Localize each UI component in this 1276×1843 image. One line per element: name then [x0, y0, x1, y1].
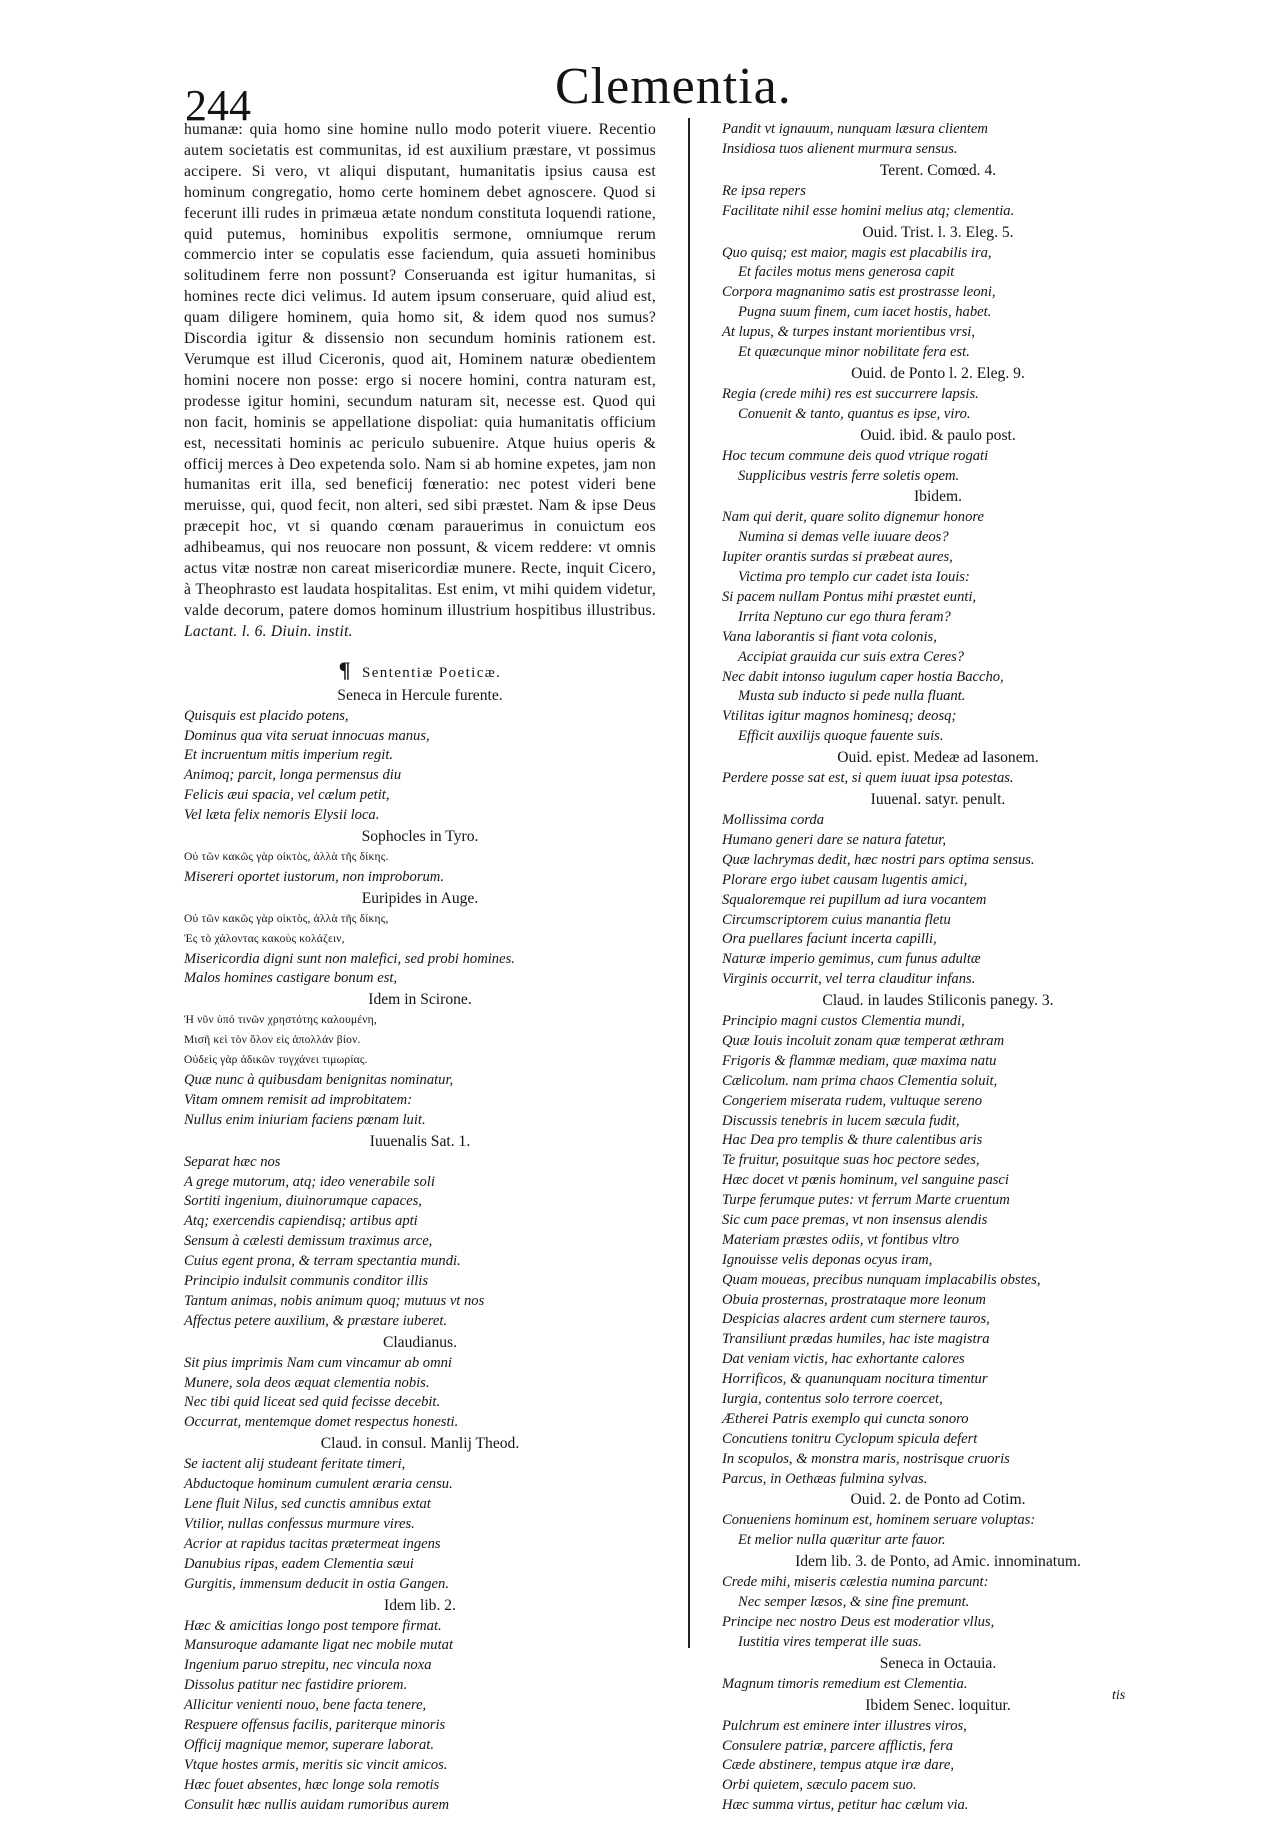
verse-line: Respuere offensus facilis, pariterque minoris	[184, 1716, 446, 1733]
greek-verse-line: Ἐς τὸ χάλοντας κακοὺς κολάζειν,	[184, 932, 345, 945]
verse-line: A grege mutorum, atq; ideo venerabile soli	[184, 1173, 435, 1190]
left-column	[184, 120, 656, 1813]
verse-line: Hæc summa virtus, petitur hac cælum via.	[722, 1797, 969, 1814]
verse-line: Efficit auxilijs quoque fauente suis.	[738, 728, 944, 745]
verse-line: Vtilior, nullas confessus murmure vires.	[184, 1515, 415, 1532]
verse-line: Consulere patriæ, parcere afflictis, fera	[722, 1737, 954, 1754]
source-heading: Idem lib. 3. de Ponto, ad Amic. innominatum.	[795, 1553, 1081, 1571]
verse-line: Quam moueas, precibus nunquam implacabilis obstes,	[722, 1271, 1041, 1288]
source-heading: Ouid. epist. Medeæ ad Iasonem.	[837, 749, 1039, 767]
verse-line: Te fruitur, posuitque suas hoc pectore sedes,	[722, 1152, 980, 1169]
verse-line: Nec semper læsos, & sine fine premunt.	[738, 1594, 970, 1611]
column-rule	[688, 118, 690, 1648]
verse-block	[184, 685, 656, 826]
greek-verse-line: Οὐ τῶν κακῶς γὰρ οἰκτὸς, ἀλλὰ τῆς δίκης,	[184, 912, 389, 925]
verse-line: Quæ Iouis incoluit zonam quæ temperat æthram	[722, 1032, 1005, 1049]
verse-block	[184, 1131, 656, 1332]
verse-line: Ora puellares faciunt incerta capilli,	[722, 931, 937, 948]
verse-block	[722, 990, 1154, 1489]
verse-line: Quæ nunc à quibusdam benignitas nominatur,	[184, 1072, 454, 1089]
verse-line: Acrior at rapidus tacitas prætermeat ingens	[184, 1535, 441, 1552]
verse-line: Magnum timoris remedium est Clementia.	[722, 1675, 968, 1692]
verse-line: Naturæ imperio gemimus, cum funus adultæ	[722, 951, 981, 968]
verse-block	[722, 789, 1154, 990]
verse-line: Nec tibi quid liceat sed quid fecisse decebit.	[184, 1394, 441, 1411]
verse-line: Accipiat grauida cur suis extra Ceres?	[738, 648, 965, 665]
verse-line: Dominus qua vita seruat innocuas manus,	[184, 727, 430, 744]
source-heading: Terent. Comœd. 4.	[879, 161, 997, 179]
verse-line: Misereri oportet iustorum, non improborum.	[184, 868, 444, 885]
verse-line: Turpe ferumque putes: vt ferrum Marte cruentum	[722, 1192, 1010, 1209]
verse-block	[184, 1332, 656, 1434]
verse-line: Et incruentum mitis imperium regit.	[184, 747, 394, 764]
verse-line: Re ipsa repers	[722, 182, 806, 199]
verse-line: Transiliunt prædas humiles, hac iste magistra	[722, 1331, 990, 1348]
verse-line: Separat hæc nos	[184, 1153, 281, 1170]
verse-block	[184, 989, 656, 1130]
source-heading: Idem in Scirone.	[368, 991, 472, 1009]
source-heading: Claudianus.	[382, 1333, 458, 1351]
verse-line: Dat veniam victis, hac exhortante calores	[722, 1351, 965, 1368]
verse-line: Horrificos, & quanunquam nocitura timentur	[722, 1371, 988, 1388]
section-title: Sententiæ Poeticæ.	[361, 664, 502, 681]
verse-line: Quæ lachrymas dedit, hæc nostri pars optima sensus.	[722, 851, 1035, 868]
verse-line: Atq; exercendis capiendisq; artibus apti	[184, 1213, 418, 1230]
verse-line: Hæc fouet absentes, hæc longe sola remotis	[184, 1776, 440, 1793]
source-heading: Idem lib. 2.	[384, 1596, 456, 1614]
verse-line: Musta sub inducto si pede nulla fluant.	[738, 688, 966, 705]
verse-line: Nullus enim iniuriam faciens pœnam luit.	[184, 1111, 426, 1128]
verse-line: At lupus, & turpes instant morientibus vrsi,	[722, 324, 975, 341]
verse-block	[722, 1695, 1154, 1816]
source-heading: Ouid. Trist. l. 3. Eleg. 5.	[862, 223, 1014, 241]
right-verse-blocks	[722, 120, 1154, 1816]
verse-line: Cæde abstinere, tempus atque iræ dare,	[722, 1757, 954, 1774]
source-heading: Seneca in Hercule furente.	[337, 686, 503, 704]
verse-line: Plorare ergo iubet causam lugentis amici,	[722, 871, 968, 888]
pilcrow-icon: ¶	[338, 656, 352, 682]
verse-line: Conuenit & tanto, quantus es ipse, viro.	[738, 405, 971, 422]
verse-line: Ingenium paruo strepitu, nec vincula noxa	[184, 1657, 432, 1674]
verse-line: Dissolus patitur nec fastidire priorem.	[184, 1677, 408, 1694]
verse-block	[184, 1595, 656, 1816]
source-heading: Ouid. ibid. & paulo post.	[860, 426, 1016, 444]
verse-block	[722, 1489, 1154, 1551]
verse-line: Concutiens tonitru Cyclopum spicula defert	[722, 1430, 978, 1447]
verse-line: Perdere posse sat est, si quem iuuat ipsa potestas.	[722, 770, 1014, 787]
verse-line: Cuius egent prona, & terram spectantia mundi.	[184, 1253, 461, 1270]
catchword: tis	[1112, 1688, 1126, 1703]
verse-line: Frigoris & flammæ mediam, quæ maxima natu	[722, 1052, 997, 1069]
verse-line: Hæc & amicitias longo post tempore firmat.	[184, 1617, 442, 1634]
verse-line: Allicitur venienti nouo, bene facta tenere,	[184, 1697, 427, 1714]
verse-line: Quisquis est placido potens,	[184, 707, 349, 724]
verse-line: Sit pius imprimis Nam cum vincamur ab omni	[184, 1354, 452, 1371]
verse-line: Munere, sola deos æquat clementia nobis.	[184, 1374, 430, 1391]
verse-line: Discussis tenebris in lucem sæcula fudit,	[722, 1112, 960, 1129]
verse-line: Gurgitis, immensum deducit in ostia Gangen.	[184, 1575, 449, 1592]
verse-line: In scopulos, & monstra maris, nostrisque cruoris	[722, 1450, 1010, 1467]
verse-line: Hæc docet vt pœnis hominum, vel sanguine pasci	[722, 1172, 1009, 1189]
verse-line: Regia (crede mihi) res est succurrere lapsis.	[722, 385, 979, 402]
verse-line: Si pacem nullam Pontus mihi præstet eunti,	[722, 589, 977, 606]
source-heading: Iuuenal. satyr. penult.	[870, 791, 1006, 809]
verse-block	[722, 1551, 1154, 1653]
verse-line: Supplicibus vestris ferre soletis opem.	[738, 467, 960, 484]
source-heading: Seneca in Octauia.	[879, 1654, 997, 1672]
verse-line: Pugna suum finem, cum iacet hostis, habet.	[738, 304, 992, 321]
verse-line: Pandit vt ignauum, nunquam læsura clientem	[722, 121, 988, 137]
verse-block	[722, 363, 1154, 425]
verse-line: Vtque hostes armis, meritis sic vincit amicos.	[184, 1756, 448, 1773]
verse-line: Abductoque hominum cumulent æraria censu.	[184, 1476, 453, 1493]
verse-line: Vana laborantis si fiant vota colonis,	[722, 628, 937, 645]
verse-line: Ætherei Patris exemplo qui cuncta sonoro	[722, 1410, 969, 1427]
verse-block	[722, 160, 1154, 222]
verse-line: Iupiter orantis surdas si præbeat aures,	[722, 549, 953, 566]
verse-line: Parcus, in Oethæas fulmina sylvas.	[722, 1470, 928, 1487]
verse-line: Occurrat, mentemque domet respectus honesti.	[184, 1414, 459, 1431]
section-heading	[184, 656, 656, 682]
verse-line: Iustitia vires temperat ille suas.	[738, 1633, 922, 1650]
verse-line: Nam qui derit, quare solito dignemur honore	[722, 509, 985, 526]
verse-line: Animoq; parcit, longa permensus diu	[184, 767, 402, 784]
greek-verse-line: Οὐ τῶν κακῶς γὰρ οἰκτὸς, ἀλλὰ τῆς δίκης.	[184, 851, 389, 863]
verse-line: Facilitate nihil esse homini melius atq; clementia.	[722, 202, 1015, 219]
verse-line: Vel læta felix nemoris Elysii loca.	[184, 807, 380, 824]
verse-line: Principio magni custos Clementia mundi,	[722, 1013, 965, 1030]
verse-block	[184, 826, 656, 888]
verse-block	[722, 486, 1154, 747]
greek-verse-line: Ἡ νῦν ὑπό τινῶν χρηστότης καλουμένη,	[184, 1014, 377, 1027]
prose-text: humanæ: quia homo sine homine nullo modo poterit viuere. Recentio autem societatis est communitas, id est auxilium præstare, vt possimus accipere. Si vero, vt aliqui disputant, humanitatis ipsius causa est hominum congregatio, homo certe hominem debet agnoscere. Quod si fecerunt illi rudes in primæua ætate nondum constituta loquendi ratione, quid putemus, hominibus expolitis sermone, omniumque rerum commercio inter se copulatis esse faciendum, quia assueti hominibus solitudinem ferre non possunt? Conseruanda est igitur humanitas, si homines recte dici velimus. Id autem ipsum conseruare, quid aliud est, quam diligere hominem, quia homo sit, & idem quod nos sumus? Discordia igitur & dissensio non secundum hominis rationem est. Verumque est illud Ciceronis, quod ait, Hominem naturæ obedientem homini nocere non posse: ergo si nocere homini, contra naturam est, prodesse igitur homini, secundum naturam sit, necesse est. Quod qui non facit, hominis se appellatione dispoliat: quia humanitatis officium est, necessitati hominis ac periculo subuenire. Atque huius operis & officij merces à Deo expetenda solo. Nam si ab homine expetes, jam non humanitas erit illa, sed beneficij fœneratio: nec potest videri bene meruisse, qui, quod fecit, non alteri, sed sibi præstet. Nam & ipse Deus præcepit hoc, vt si quando cœnam parauerimus in conuictum eos adhibeamus, qui nos reuocare non possunt, & vicem reddere: vt omnis actus vitæ nostræ non careat misericordiæ munere. Recte, inquit Cicero, à Theophrasto est laudata hospitalitas. Est enim, vt mihi quidem videtur, valde decorum, patere domos hominum illustrium hospitibus illustribus.	[184, 121, 656, 619]
verse-line: Et melior nulla quæritur arte fauor.	[738, 1532, 946, 1549]
source-heading: Iuuenalis Sat. 1.	[369, 1132, 471, 1150]
verse-line: Sensum à cælesti demissum traximus arce,	[184, 1233, 433, 1250]
verse-line: Pulchrum est eminere inter illustres viros,	[722, 1717, 967, 1734]
verse-line: Orbi quietem, sæculo pacem suo.	[722, 1777, 917, 1794]
verse-line: Officij magnique memor, superare laborat.	[184, 1736, 434, 1753]
greek-verse-line: Οὐδεὶς γὰρ ἀδικῶν τυγχάνει τιμωρίας.	[184, 1054, 368, 1067]
verse-line: Quo quisq; est maior, magis est placabilis ira,	[722, 244, 992, 261]
verse-line: Misericordia digni sunt non malefici, sed probi homines.	[184, 950, 515, 967]
source-heading: Claud. in laudes Stiliconis panegy. 3.	[822, 992, 1054, 1010]
verse-line: Iurgia, contentus solo terrore coercet,	[722, 1390, 943, 1407]
source-heading: Euripides in Auge.	[361, 889, 479, 907]
verse-block	[184, 1433, 656, 1594]
verse-line: Felicis æui spacia, vel cælum petit,	[184, 787, 390, 804]
verse-line: Vitam omnem remisit ad improbitatem:	[184, 1091, 413, 1108]
source-heading: Ibidem.	[913, 488, 963, 506]
verse-line: Sortiti ingenium, diuinorumque capaces,	[184, 1193, 422, 1210]
verse-block	[722, 1653, 1154, 1695]
verse-block	[722, 222, 1154, 363]
verse-line: Victima pro templo cur cadet ista Iouis:	[738, 569, 970, 586]
left-verse-blocks	[184, 685, 656, 1816]
verse-line: Principe nec nostro Deus est moderatior vllus,	[722, 1614, 995, 1630]
verse-line: Squaloremque rei pupillum ad iura vocantem	[722, 891, 987, 908]
verse-line: Et quæcunque minor nobilitate fera est.	[738, 344, 970, 361]
verse-line: Affectus petere auxilium, & præstare iuberet.	[184, 1312, 448, 1329]
verse-line: Ignouisse velis deponas ocyus iram,	[722, 1251, 933, 1268]
verse-line: Insidiosa tuos alienent murmura sensus.	[722, 140, 958, 157]
verse-line: Mollissima corda	[722, 812, 825, 829]
verse-block	[722, 120, 1154, 160]
verse-line: Materiam præstes odiis, vt fontibus vltro	[722, 1231, 960, 1248]
verse-line: Numina si demas velle iuuare deos?	[738, 529, 949, 546]
source-heading: Ouid. de Ponto l. 2. Eleg. 9.	[851, 364, 1025, 382]
verse-line: Crede mihi, miseris cælestia numina parcunt:	[722, 1574, 989, 1591]
verse-line: Vtilitas igitur magnos hominesq; deosq;	[722, 708, 957, 725]
running-title: Clementia.	[555, 58, 792, 115]
verse-line: Sic cum pace premas, vt non insensus alendis	[722, 1211, 988, 1228]
right-column	[722, 120, 1154, 1814]
verse-line: Hoc tecum commune deis quod vtrique rogati	[722, 447, 989, 464]
verse-line: Malos homines castigare bonum est,	[184, 970, 398, 987]
source-heading: Claud. in consul. Manlij Theod.	[320, 1435, 520, 1453]
verse-line: Nec dabit intonso iugulum caper hostia Baccho,	[722, 668, 1004, 685]
verse-line: Consulit hæc nullis auidam rumoribus aurem	[184, 1796, 450, 1813]
verse-block	[722, 747, 1154, 789]
source-heading: Sophocles in Tyro.	[361, 828, 479, 845]
verse-block	[722, 425, 1154, 487]
verse-line: Hac Dea pro templis & thure calentibus aris	[722, 1132, 983, 1149]
greek-verse-line: Μισῆ κεὶ τὸν ὅλον εἰς ἀπολλάν βίον.	[184, 1034, 361, 1047]
verse-line: Obuia prosternas, prostrataque more leonum	[722, 1291, 986, 1308]
source-heading: Ibidem Senec. loquitur.	[865, 1696, 1011, 1714]
verse-line: Tantum animas, nobis animum quoq; mutuus vt nos	[184, 1292, 485, 1309]
verse-line: Irrita Neptuno cur ego thura feram?	[738, 608, 951, 625]
verse-line: Despicias alacres ardent cum sternere tauros,	[722, 1311, 990, 1328]
verse-line: Humano generi dare se natura fatetur,	[722, 831, 947, 848]
verse-line: Circumscriptorem cuius manantia fletu	[722, 911, 951, 928]
verse-block	[184, 888, 656, 990]
verse-line: Principio indulsit communis conditor illis	[184, 1273, 429, 1290]
verse-line: Et faciles motus mens generosa capit	[738, 264, 955, 281]
source-heading: Ouid. 2. de Ponto ad Cotim.	[850, 1491, 1026, 1509]
verse-line: Virginis occurrit, vel terra clauditur infans.	[722, 971, 976, 988]
verse-line: Se iactent alij studeant feritate timeri,	[184, 1456, 406, 1473]
verse-line: Conueniens hominum est, hominem seruare voluptas:	[722, 1512, 1036, 1529]
verse-line: Cælicolum. nam prima chaos Clementia soluit,	[722, 1072, 998, 1089]
verse-line: Congeriem miserata rudem, vultuque sereno	[722, 1092, 983, 1109]
verse-line: Lene fluit Nilus, sed cunctis amnibus extat	[184, 1496, 431, 1513]
verse-line: Corpora magnanimo satis est prostrasse leoni,	[722, 284, 996, 301]
verse-line: Danubius ripas, eadem Clementia sæui	[184, 1555, 414, 1572]
prose-reference: Lactant. l. 6. Diuin. instit.	[184, 622, 353, 640]
prose-paragraph	[184, 120, 656, 643]
page-number: 244	[185, 81, 251, 130]
verse-line: Mansuroque adamante ligat nec mobile mutat	[184, 1637, 454, 1654]
